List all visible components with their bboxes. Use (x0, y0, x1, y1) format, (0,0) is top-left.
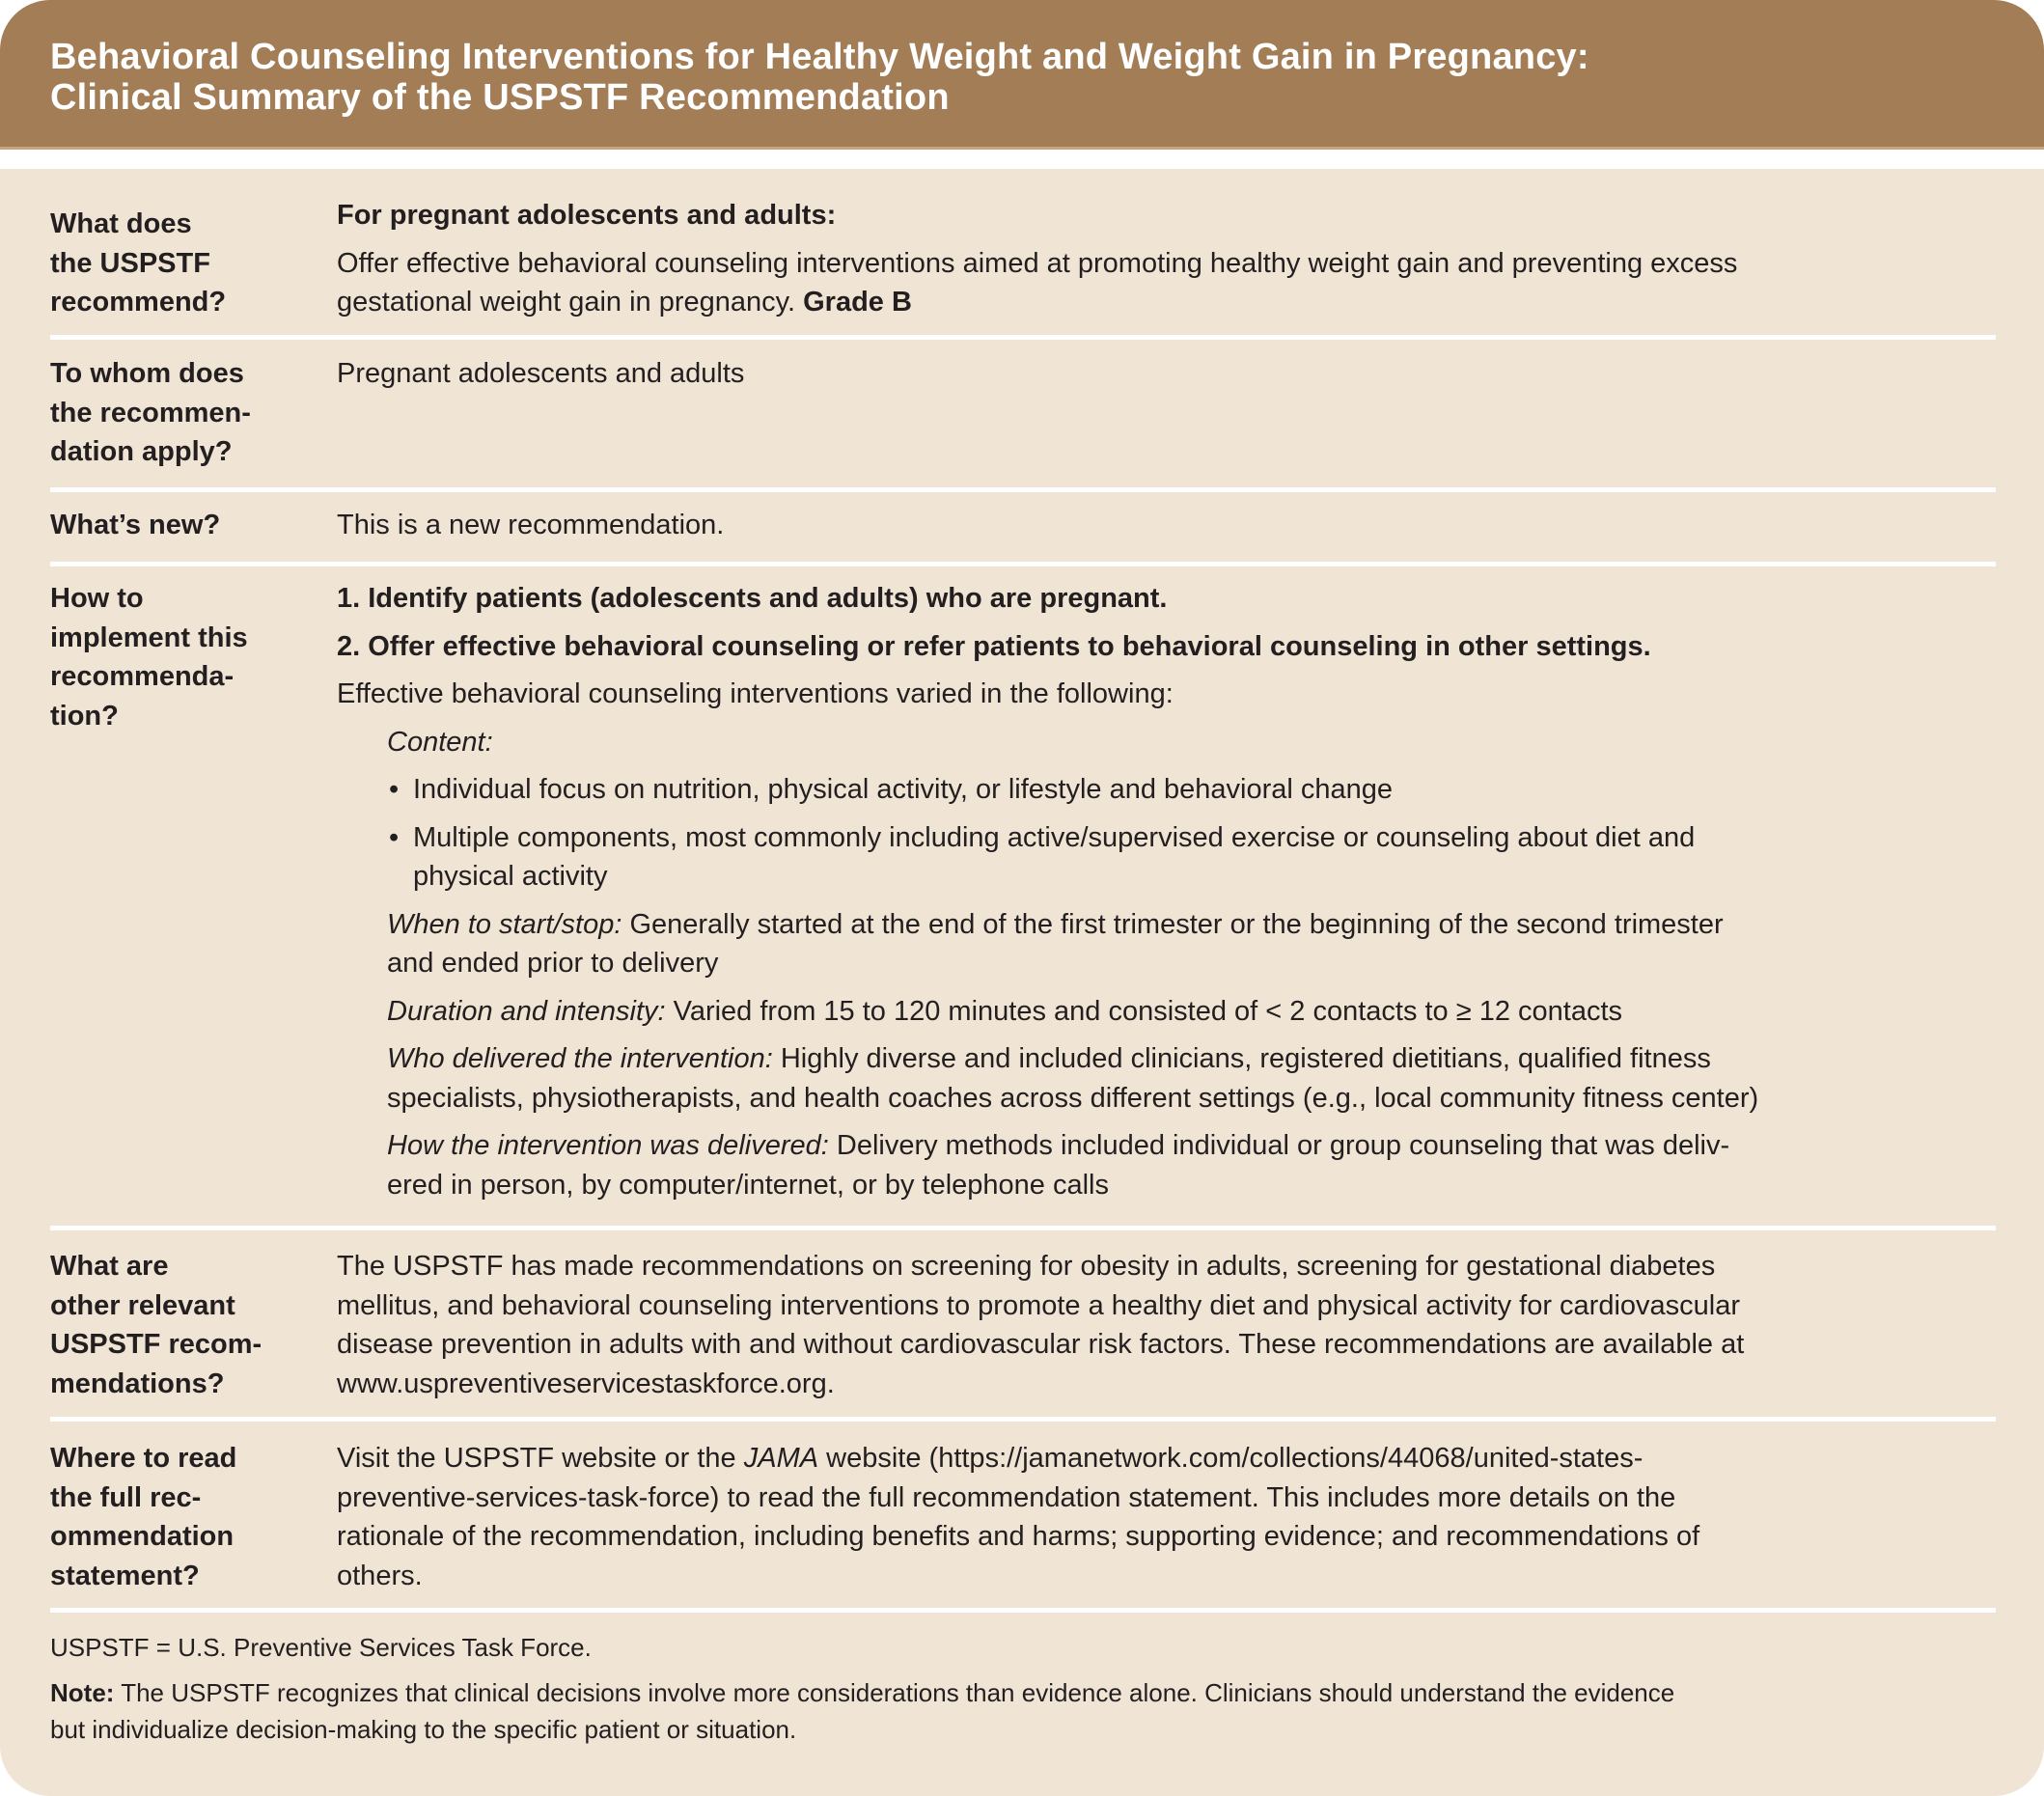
question-line: To whom does (50, 358, 244, 389)
question-line: statement? (50, 1560, 200, 1591)
when-to-start-stop (337, 905, 1997, 983)
answer-line (337, 1439, 1997, 1478)
bullet-icon: • (389, 774, 400, 805)
row-divider (50, 1608, 1996, 1613)
field-text: Delivery methods included individual or group counseling that was deliv- (836, 1130, 1730, 1161)
intervention-intro: Effective behavioral counseling interventions varied in the following: (337, 678, 1174, 709)
note-text: The USPSTF recognizes that clinical decisions involve more considerations than evidence alone. Clinicians should understand the evidence (114, 1678, 1675, 1707)
row-divider (50, 562, 1996, 566)
answer-line: The USPSTF has made recommendations on screening for obesity in adults, screening for gestational diabetes (337, 1251, 1716, 1282)
duration-intensity (337, 992, 1997, 1032)
field-label: Duration and intensity: (387, 995, 666, 1027)
step-2: 2. Offer effective behavioral counseling or refer patients to behavioral counseling in other settings. (337, 630, 1651, 662)
answer-other-recommendations (337, 1247, 1997, 1403)
title-line-1: Behavioral Counseling Interventions for Healthy Weight and Weight Gain in Pregnancy: (50, 37, 1589, 77)
field-text: Generally started at the end of the first trimester or the beginning of the second trimester (629, 908, 1724, 940)
question-line: USPSTF recom- (50, 1329, 262, 1360)
note-line (50, 1674, 1996, 1711)
title-line-2: Clinical Summary of the USPSTF Recommendation (50, 77, 950, 118)
question-how-implement (50, 579, 320, 735)
bullet-icon: • (389, 821, 400, 853)
question-other-recommendations (50, 1247, 320, 1403)
question-line: the full rec- (50, 1481, 202, 1513)
abbreviation-note: USPSTF = U.S. Preventive Services Task Force. (50, 1633, 592, 1662)
how-delivered (337, 1126, 1997, 1204)
field-text: Varied from 15 to 120 minutes and consisted of < 2 contacts to ≥ 12 contacts (673, 995, 1623, 1027)
answer-line: This is a new recommendation. (337, 510, 725, 540)
question-line: other relevant (50, 1289, 235, 1321)
question-line: What’s new? (50, 510, 221, 540)
answer-line: others. (337, 1560, 423, 1591)
question-line: Where to read (50, 1443, 237, 1474)
answer-what-recommend (337, 196, 1997, 322)
population-heading: For pregnant adolescents and adults: (337, 200, 837, 231)
jama-link[interactable]: website (https://jamanetwork.com/collections/44068/united-states- (818, 1443, 1643, 1474)
question-line: tion? (50, 700, 119, 732)
answer-line (337, 283, 1997, 322)
field-text: ered in person, by computer/internet, or by telephone calls (387, 1169, 1109, 1201)
question-line: How to (50, 583, 144, 614)
field-text: Highly diverse and included clinicians, registered dietitians, qualified fitness (780, 1043, 1711, 1074)
answer-where-to-read (337, 1439, 1997, 1595)
answer-how-implement (337, 579, 1997, 1204)
bullet-item (337, 770, 1997, 810)
who-delivered (337, 1039, 1997, 1118)
bullet-item (337, 818, 1997, 897)
answer-line: preventive-services-task-force) to read the full recommendation statement. This includes more details on the (337, 1481, 1676, 1513)
journal-name: JAMA (743, 1443, 819, 1474)
row-divider (50, 487, 1996, 492)
question-line: implement this (50, 622, 248, 653)
step-1: 1. Identify patients (adolescents and adults) who are pregnant. (337, 583, 1168, 614)
bullet-text: physical activity (413, 861, 608, 892)
field-label: When to start/stop: (387, 908, 622, 940)
question-line: dation apply? (50, 436, 233, 467)
field-text: and ended prior to delivery (387, 948, 719, 979)
field-label: How the intervention was delivered: (387, 1130, 829, 1161)
grade-badge: Grade B (803, 287, 912, 318)
answer-line: Offer effective behavioral counseling interventions aimed at promoting healthy weight gain and preventing excess (337, 247, 1738, 279)
question-line: recommenda- (50, 661, 235, 692)
question-line: mendations? (50, 1368, 225, 1399)
row-divider (50, 1226, 1996, 1230)
answer-text: gestational weight gain in pregnancy. (337, 287, 796, 318)
question-what-recommend (50, 205, 320, 322)
field-text: specialists, physiotherapists, and health coaches across different settings (e.g., local community fitness center) (387, 1082, 1759, 1114)
row-divider (50, 1417, 1996, 1422)
answer-line: mellitus, and behavioral counseling interventions to promote a healthy diet and physical activity for cardiovascular (337, 1289, 1741, 1321)
footnotes (50, 1629, 1996, 1748)
title-banner (0, 0, 2044, 150)
answer-line: rationale of the recommendation, including benefits and harms; supporting evidence; and recommendations of (337, 1521, 1700, 1552)
field-label: Who delivered the intervention: (387, 1043, 773, 1074)
note-text: but individualize decision-making to the specific patient or situation. (50, 1715, 797, 1744)
question-whats-new (50, 506, 320, 545)
row-divider (50, 335, 1996, 340)
question-where-to-read (50, 1439, 320, 1595)
content-label: Content: (387, 726, 493, 758)
answer-line: Pregnant adolescents and adults (337, 358, 745, 389)
bullet-text: Multiple components, most commonly including active/supervised exercise or counseling about diet and (413, 821, 1696, 853)
question-line: What are (50, 1251, 169, 1282)
bullet-text: Individual focus on nutrition, physical activity, or lifestyle and behavioral change (413, 774, 1394, 805)
answer-text: Visit the USPSTF website or the (337, 1443, 744, 1474)
question-line: recommend? (50, 287, 227, 318)
answer-whats-new (337, 506, 1997, 545)
question-line: the recommen- (50, 397, 251, 428)
note-label: Note: (50, 1678, 115, 1707)
question-to-whom (50, 354, 320, 472)
question-line: ommendation (50, 1521, 235, 1552)
answer-line: disease prevention in adults with and without cardiovascular risk factors. These recommendations are available at (337, 1329, 1745, 1360)
website-link[interactable]: www.uspreventiveservicestaskforce.org. (337, 1368, 835, 1399)
answer-to-whom (337, 354, 1997, 394)
question-line: What does (50, 208, 192, 239)
question-line: the USPSTF (50, 247, 210, 279)
